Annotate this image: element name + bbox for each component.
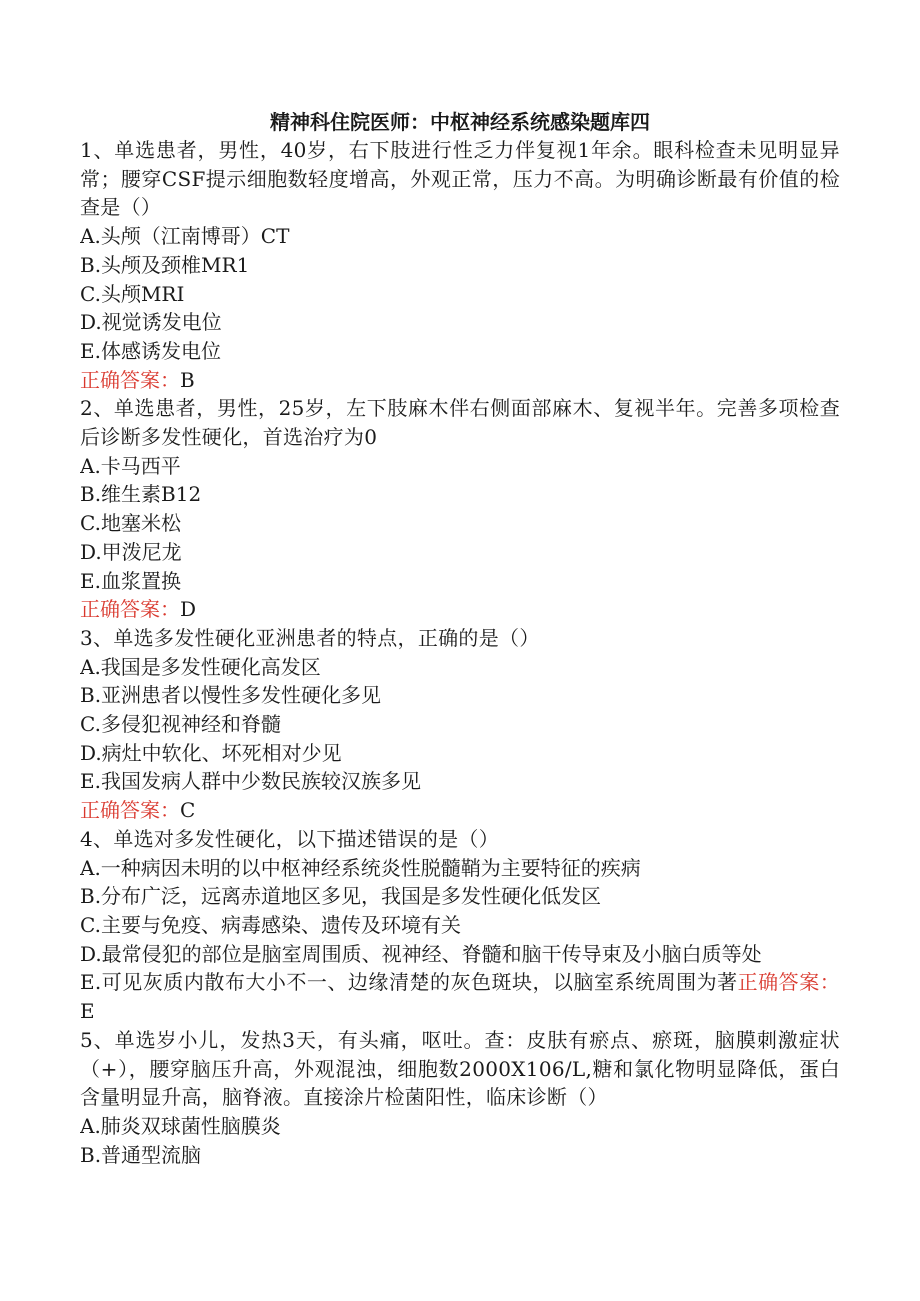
option-e-with-answer xyxy=(80,968,840,1025)
question-2 xyxy=(80,394,840,624)
answer-label: 正确答案： xyxy=(80,597,180,622)
option-e: E.我国发病人群中少数民族较汉族多见 xyxy=(80,769,421,794)
option-d: D.甲泼尼龙 xyxy=(80,539,182,564)
option-a: A.肺炎双球菌性脑膜炎 xyxy=(80,1113,281,1138)
option-b: B.头颅及颈椎MR1 xyxy=(80,252,250,277)
option-b: B.普通型流脑 xyxy=(80,1142,202,1167)
option-e: E.可见灰质内散布大小不一、边缘清楚的灰色斑块，以脑室系统周围为著 xyxy=(80,970,738,995)
question-stem: 3、单选多发性硬化亚洲患者的特点，正确的是（） xyxy=(80,625,540,650)
answer-value: B xyxy=(180,367,195,392)
answer-value: E xyxy=(80,999,95,1024)
question-1 xyxy=(80,136,840,394)
correct-answer xyxy=(80,796,840,825)
option-c: C.主要与免疫、病毒感染、遗传及环境有关 xyxy=(80,912,461,937)
question-4 xyxy=(80,825,840,1026)
option-b: B.分布广泛，远离赤道地区多见，我国是多发性硬化低发区 xyxy=(80,884,602,909)
question-stem: 2、单选患者，男性，25岁，左下肢麻木伴右侧面部麻木、复视半年。完善多项检查后诊断多发性硬化，首选治疗为0 xyxy=(80,396,840,450)
option-e: E.血浆置换 xyxy=(80,568,181,593)
correct-answer xyxy=(80,366,840,395)
option-c: C.头颅MRI xyxy=(80,281,185,306)
answer-label: 正确答案： xyxy=(80,798,180,823)
option-c: C.多侵犯视神经和脊髓 xyxy=(80,712,281,737)
answer-value: D xyxy=(180,597,197,622)
answer-label: 正确答案： xyxy=(737,970,841,995)
option-d: D.视觉诱发电位 xyxy=(80,310,222,335)
option-a: A.头颅（江南博哥）CT xyxy=(80,224,290,249)
question-stem: 1、单选患者，男性，40岁，右下肢进行性乏力伴复视1年余。眼科检查未见明显异常；腰穿CSF提示细胞数轻度增高，外观正常，压力不高。为明确诊断最有价值的检查是（） xyxy=(80,138,840,220)
question-5 xyxy=(80,1026,840,1170)
answer-value: C xyxy=(180,798,196,823)
option-d: D.病灶中软化、坏死相对少见 xyxy=(80,740,342,765)
option-a: A.我国是多发性硬化高发区 xyxy=(80,654,321,679)
correct-answer xyxy=(80,595,840,624)
option-e: E.体感诱发电位 xyxy=(80,338,221,363)
option-c: C.地塞米松 xyxy=(80,511,181,536)
option-b: B.亚洲患者以慢性多发性硬化多见 xyxy=(80,683,382,708)
document-page xyxy=(80,108,840,1169)
question-stem: 4、单选对多发性硬化，以下描述错误的是（） xyxy=(80,826,500,851)
question-stem: 5、单选岁小儿，发热3天，有头痛，呕吐。查：皮肤有瘀点、瘀斑，脑膜刺激症状（+），腰穿脑压升高，外观混浊，细胞数2000X106/L,糖和氯化物明显降低，蛋白含量明显升高，脑脊液。直接涂片检菌阳性，临床诊断（） xyxy=(80,1027,840,1110)
question-3 xyxy=(80,624,840,825)
option-d: D.最常侵犯的部位是脑室周围质、视神经、脊髓和脑干传导束及小脑白质等处 xyxy=(80,941,762,966)
option-a: A.卡马西平 xyxy=(80,453,181,478)
option-a: A.一种病因未明的以中枢神经系统炎性脱髓鞘为主要特征的疾病 xyxy=(80,855,641,880)
option-b: B.维生素B12 xyxy=(80,482,202,507)
document-title: 精神科住院医师：中枢神经系统感染题库四 xyxy=(270,110,650,134)
answer-label: 正确答案： xyxy=(80,367,180,392)
